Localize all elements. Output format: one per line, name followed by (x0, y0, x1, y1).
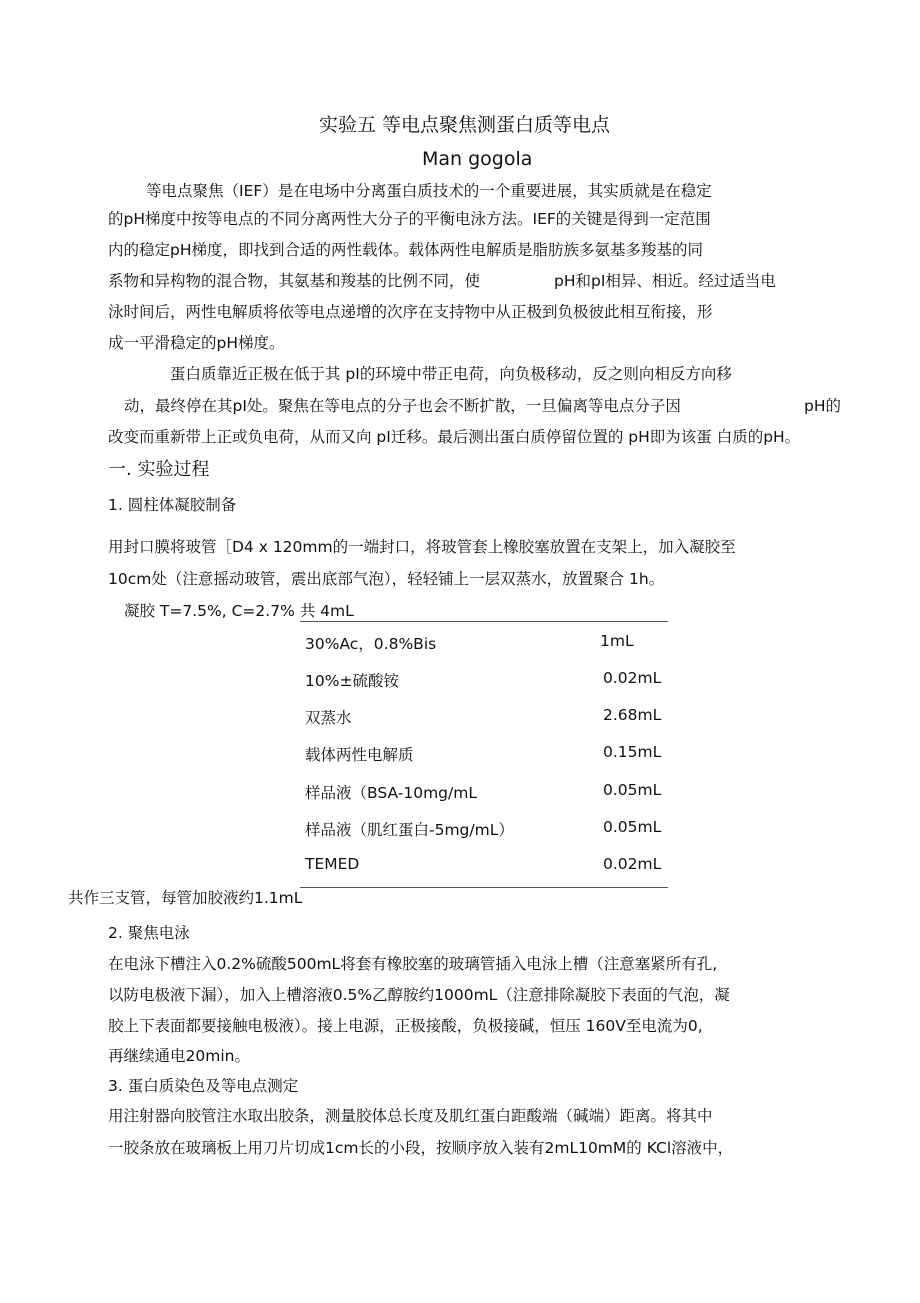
intro-line: 等电点聚焦（IEF）是在电场中分离蛋白质技术的一个重要进展，其实质就是在稳定 (146, 182, 712, 200)
reagent-name: 双蒸水 (305, 709, 352, 727)
step3-line: 用注射器向胶管注水取出胶条，测量胶体总长度及肌红蛋白距酸端（碱端）距离。将其中 (108, 1107, 713, 1125)
table-row (300, 848, 668, 885)
author: Man gogola (422, 148, 533, 170)
step1-heading: 1. 圆柱体凝胶制备 (108, 496, 237, 514)
intro-line: 系物和异构物的混合物，其氨基和羧基的比例不同，使 (108, 272, 481, 290)
reagent-volume: 0.05mL (603, 781, 662, 799)
table-row (300, 811, 668, 848)
step1-line: 用封口膜将玻管［D4 x 120mm的一端封口，将玻管套上橡胶塞放置在支架上，加入凝胶至 (108, 538, 736, 556)
para2-line: 蛋白质靠近正极在低于其 pI的环境中带正电荷，向负极移动，反之则向相反方向移 (170, 365, 732, 383)
reagent-volume: 0.02mL (603, 669, 662, 687)
reagent-volume: 1mL (600, 632, 634, 650)
section-heading: 一. 实验过程 (108, 459, 210, 480)
step2-line: 胶上下表面都要接触电极液）。接上电源，正极接酸，负极接碱，恒压 160V至电流为0, (108, 1017, 703, 1035)
gel-recipe-table (300, 621, 668, 888)
step2-line: 以防电极液下漏），加入上槽溶液0.5%乙醇胺约1000mL（注意排除凝胶下表面的气泡，凝 (108, 986, 730, 1004)
step1-line: 10cm处（注意摇动玻管，震出底部气泡），轻轻铺上一层双蒸水，放置聚合 1h。 (108, 570, 665, 588)
step2-line: 再继续通电20min。 (108, 1047, 250, 1065)
table-row (300, 699, 668, 736)
intro-line: pH和pI相异、相近。经过适当电 (554, 272, 776, 290)
para2-line: 动，最终停在其pI处。聚焦在等电点的分子也会不断扩散，一旦偏离等电点分子因 (124, 397, 681, 415)
para2-line: pH的 (804, 397, 841, 415)
reagent-volume: 2.68mL (603, 706, 662, 724)
intro-line: 成一平滑稳定的pH梯度。 (108, 334, 285, 352)
table-row (300, 662, 668, 699)
step2-heading: 2. 聚焦电泳 (108, 924, 190, 942)
page-title: 实验五 等电点聚焦测蛋白质等电点 (319, 114, 611, 136)
reagent-volume: 0.02mL (603, 855, 662, 873)
reagent-name: 30%Ac，0.8%Bis (305, 635, 437, 653)
intro-line: 的pH梯度中按等电点的不同分离两性大分子的平衡电泳方法。IEF的关键是得到一定范围 (108, 210, 711, 228)
gel-label: 凝胶 T=7.5%, C=2.7% 共 4mL (124, 602, 354, 620)
step1-note: 共作三支管，每管加胶液约1.1mL (68, 889, 303, 907)
reagent-name: 样品液（肌红蛋白-5mg/mL） (305, 821, 514, 839)
step2-line: 在电泳下槽注入0.2%硫酸500mL将套有橡胶塞的玻璃管插入电泳上槽（注意塞紧所有孔, (108, 955, 718, 973)
table-row (300, 625, 668, 662)
reagent-name: 载体两性电解质 (305, 746, 414, 764)
para2-line: 改变而重新带上正或负电荷，从而又向 pI迁移。最后测出蛋白质停留位置的 pH即为该蛋 白质的pH。 (108, 428, 801, 446)
reagent-name: 10%±硫酸铵 (305, 672, 399, 690)
table-row (300, 736, 668, 773)
step3-line: 一胶条放在玻璃板上用刀片切成1cm长的小段，按顺序放入装有2mL10mM的 KCl溶液中， (108, 1139, 734, 1157)
step3-heading: 3. 蛋白质染色及等电点测定 (108, 1077, 299, 1095)
reagent-volume: 0.15mL (603, 743, 662, 761)
intro-line: 内的稳定pH梯度，即找到合适的两性载体。载体两性电解质是脂肪族多氨基多羧基的同 (108, 241, 703, 259)
reagent-volume: 0.05mL (603, 818, 662, 836)
reagent-name: 样品液（BSA-10mg/mL (305, 784, 477, 802)
intro-line: 泳时间后，两性电解质将依等电点递增的次序在支持物中从正极到负极彼此相互衔接，形 (108, 303, 713, 321)
reagent-name: TEMED (305, 855, 360, 873)
table-row (300, 774, 668, 811)
